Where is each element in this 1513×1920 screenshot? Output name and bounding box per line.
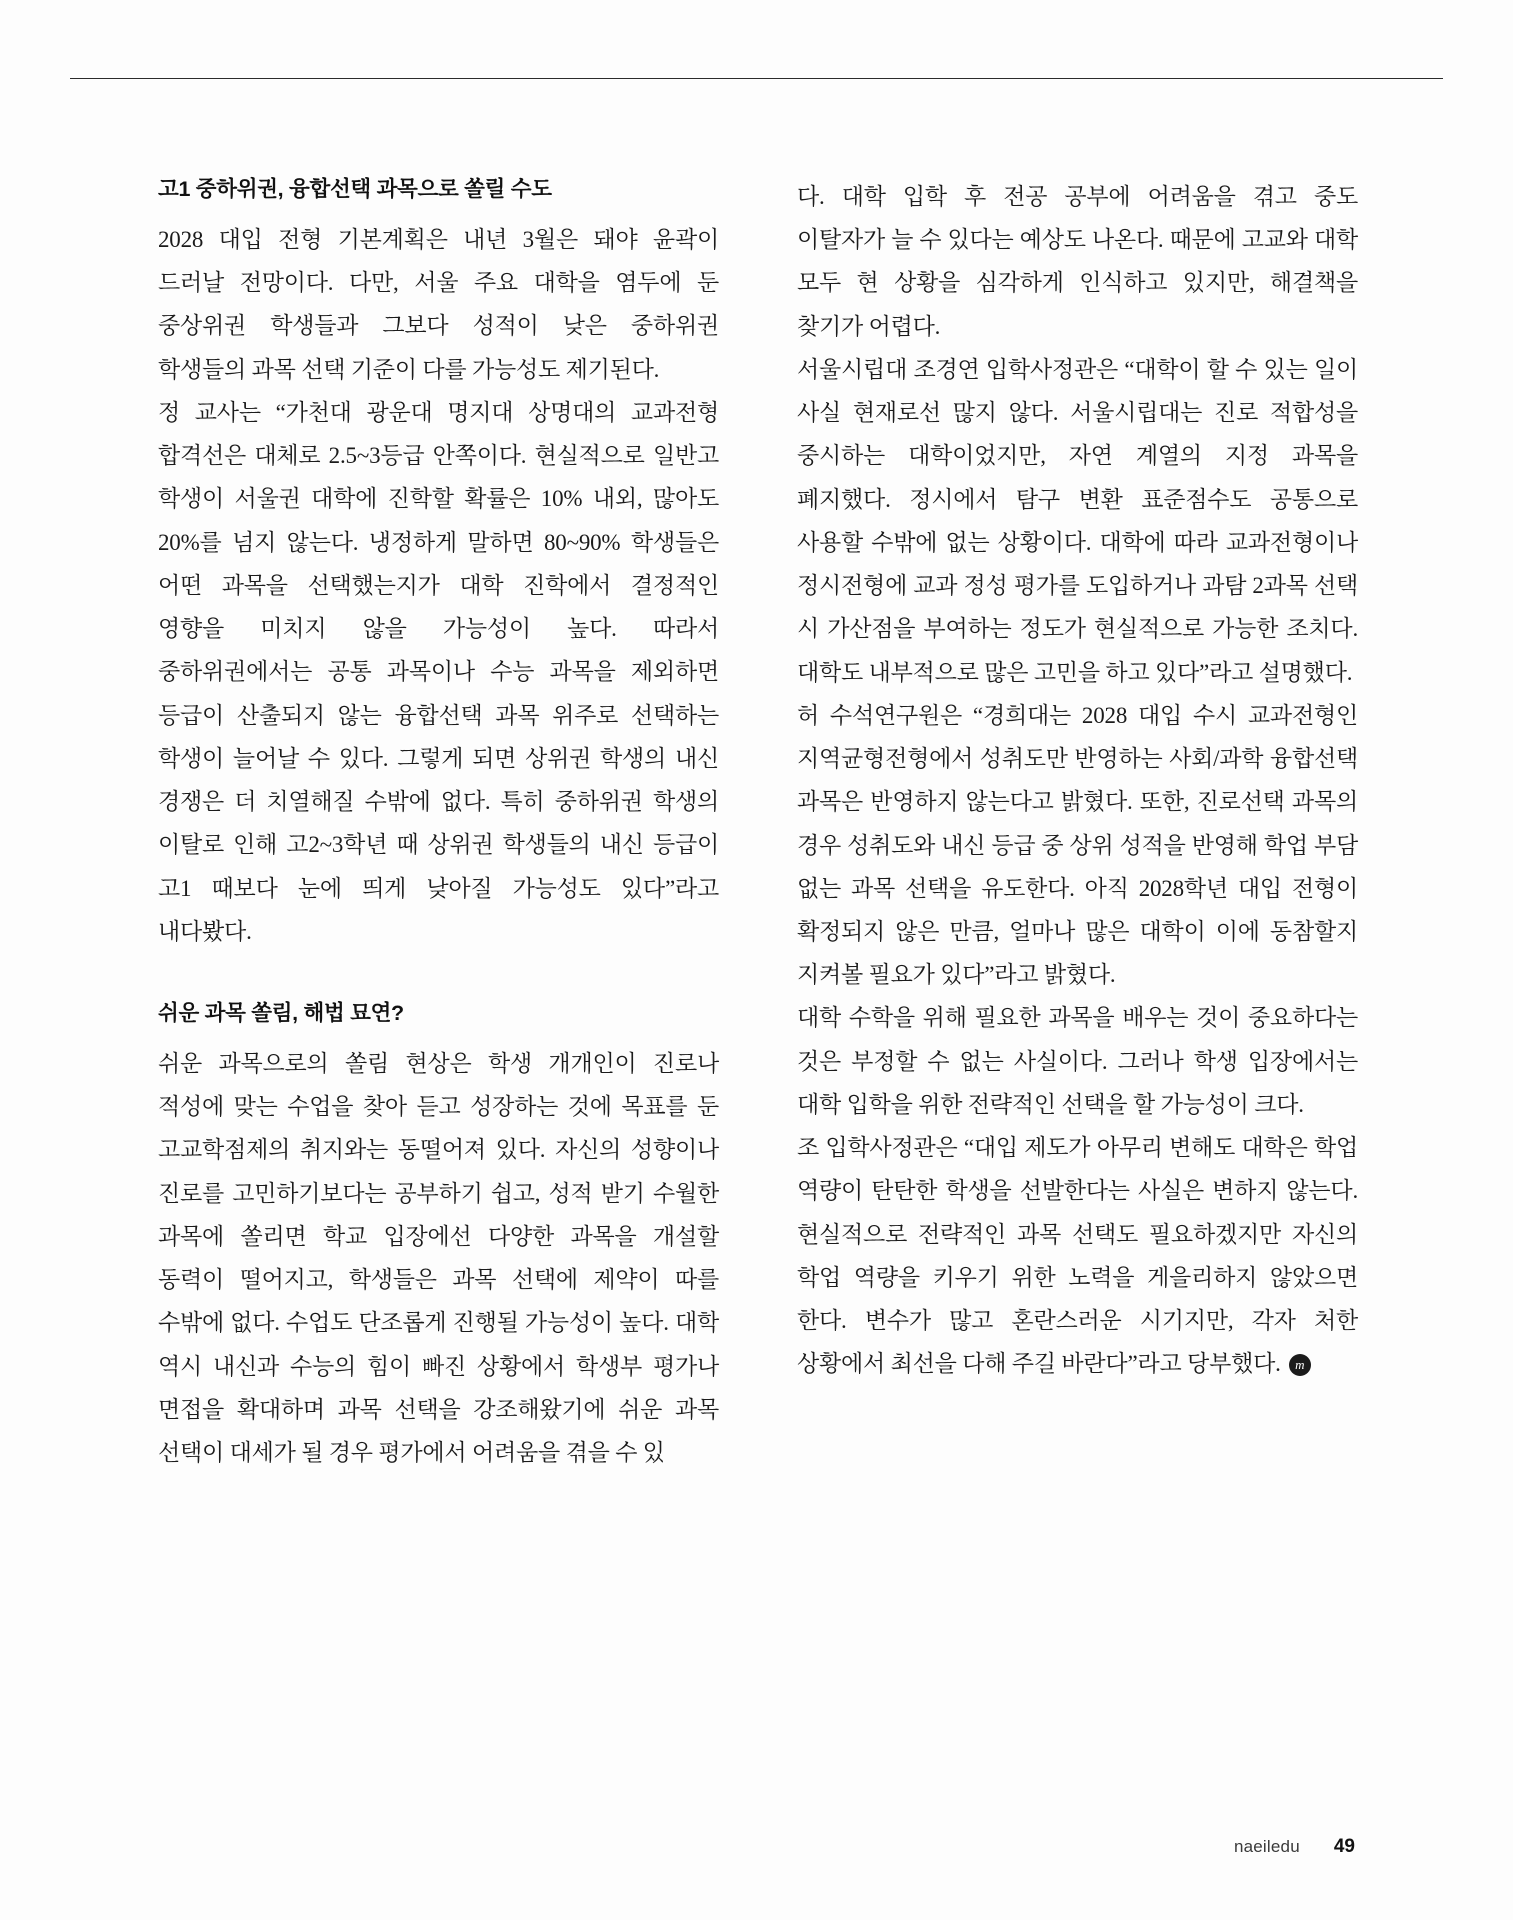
page-footer [1234, 1836, 1355, 1858]
paragraph-left-2: 정 교사는 “가천대 광운대 명지대 상명대의 교과전형 합격선은 대체로 2.5~3등급 안쪽이다. 현실적으로 일반고 학생이 서울권 대학에 진학할 확률은 10% 내외, 많아도 20%를 넘지 않는다. 냉정하게 말하면 80~90% 학생들은 어떤 과목을 선택했는지가 대학 진학에서 결정적인 영향을 미치지 않을 가능성이 높다. 따라서 중하위권에서는 공통 과목이나 수능 과목을 제외하면 등급이 산출되지 않는 융합선택 과목 위주로 선택하는 학생이 늘어날 수 있다. 그렇게 되면 상위권 학생의 내신 경쟁은 더 치열해질 수밖에 없다. 특히 중하위권 학생의 이탈로 인해 고2~3학년 때 상위권 학생들의 내신 등급이 고1 때보다 눈에 띄게 낮아질 가능성도 있다”라고 내다봤다. [158, 399, 719, 944]
paragraph-right-1: 다. 대학 입학 후 전공 공부에 어려움을 겪고 중도 이탈자가 늘 수 있다는 예상도 나온다. 때문에 고교와 대학 모두 현 상황을 심각하게 인식하고 있지만, 해결책을 찾기가 어렵다. [797, 184, 1358, 339]
header-divider [70, 78, 1443, 79]
paragraph-right-5 [797, 1126, 1358, 1385]
section-heading-2: 쉬운 과목 쏠림, 해법 묘연? [158, 1001, 404, 1025]
article-end-mark: m [1289, 1354, 1311, 1376]
paragraph-right-3: 허 수석연구원은 “경희대는 2028 대입 수시 교과전형인 지역균형전형에서 성취도만 반영하는 사회/과학 융합선택 과목은 반영하지 않는다고 밝혔다. 또한, 진로선택 과목의 경우 성취도와 내신 등급 중 상위 성적을 반영해 학업 부담 없는 과목 선택을 유도한다. 아직 2028학년 대입 전형이 확정되지 않은 만큼, 얼마나 많은 대학이 이에 동참할지 지켜볼 필요가 있다”라고 밝혔다. [797, 702, 1358, 988]
section-heading-1: 고1 중하위권, 융합선택 과목으로 쏠릴 수도 [158, 177, 552, 201]
right-column [797, 175, 1358, 1474]
footer-brand: naeiledu [1233, 1837, 1300, 1856]
paragraph-left-3: 쉬운 과목으로의 쏠림 현상은 학생 개개인이 진로나 적성에 맞는 수업을 찾아 듣고 성장하는 것에 목표를 둔 고교학점제의 취지와는 동떨어져 있다. 자신의 성향이나 진로를 고민하기보다는 공부하기 쉽고, 성적 받기 수월한 과목에 쏠리면 학교 입장에선 다양한 과목을 개설할 동력이 떨어지고, 학생들은 과목 선택에 제약이 따를 수밖에 없다. 수업도 단조롭게 진행될 가능성이 높다. 대학 역시 내신과 수능의 힘이 빠진 상황에서 학생부 평가나 면접을 확대하며 과목 선택을 강조해왔기에 쉬운 과목 선택이 대세가 될 경우 평가에서 어려움을 겪을 수 있 [158, 1051, 719, 1466]
paragraph-right-2: 서울시립대 조경연 입학사정관은 “대학이 할 수 있는 일이 사실 현재로선 많지 않다. 서울시립대는 진로 적합성을 중시하는 대학이었지만, 자연 계열의 지정 과목을 폐지했다. 정시에서 탐구 변환 표준점수도 공통으로 사용할 수밖에 없는 상황이다. 대학에 따라 교과전형이나 정시전형에 교과 정성 평가를 도입하거나 과탐 2과목 선택 시 가산점을 부여하는 정도가 현실적으로 가능한 조치다. 대학도 내부적으로 많은 고민을 하고 있다”라고 설명했다. [797, 356, 1358, 685]
paragraph-left-1: 2028 대입 전형 기본계획은 내년 3월은 돼야 윤곽이 드러날 전망이다. 다만, 서울 주요 대학을 염두에 둔 중상위권 학생들과 그보다 성적이 낮은 중하위권 학생들의 과목 선택 기준이 다를 가능성도 제기된다. [158, 227, 719, 382]
page-number: 49 [1333, 1836, 1355, 1857]
paragraph-right-5-text: 조 입학사정관은 “대입 제도가 아무리 변해도 대학은 학업 역량이 탄탄한 학생을 선발한다는 사실은 변하지 않는다. 현실적으로 전략적인 과목 선택도 필요하겠지만 자신의 학업 역량을 키우기 위한 노력을 게을리하지 않았으면 한다. 변수가 많고 혼란스러운 시기지만, 각자 처한 상황에서 최선을 다해 주길 바란다”라고 당부했다. [797, 1135, 1358, 1377]
article-columns [158, 175, 1358, 1474]
left-column [158, 175, 719, 1474]
paragraph-right-4: 대학 수학을 위해 필요한 과목을 배우는 것이 중요하다는 것은 부정할 수 없는 사실이다. 그러나 학생 입장에서는 대학 입학을 위한 전략적인 선택을 할 가능성이 크다. [797, 1005, 1358, 1117]
